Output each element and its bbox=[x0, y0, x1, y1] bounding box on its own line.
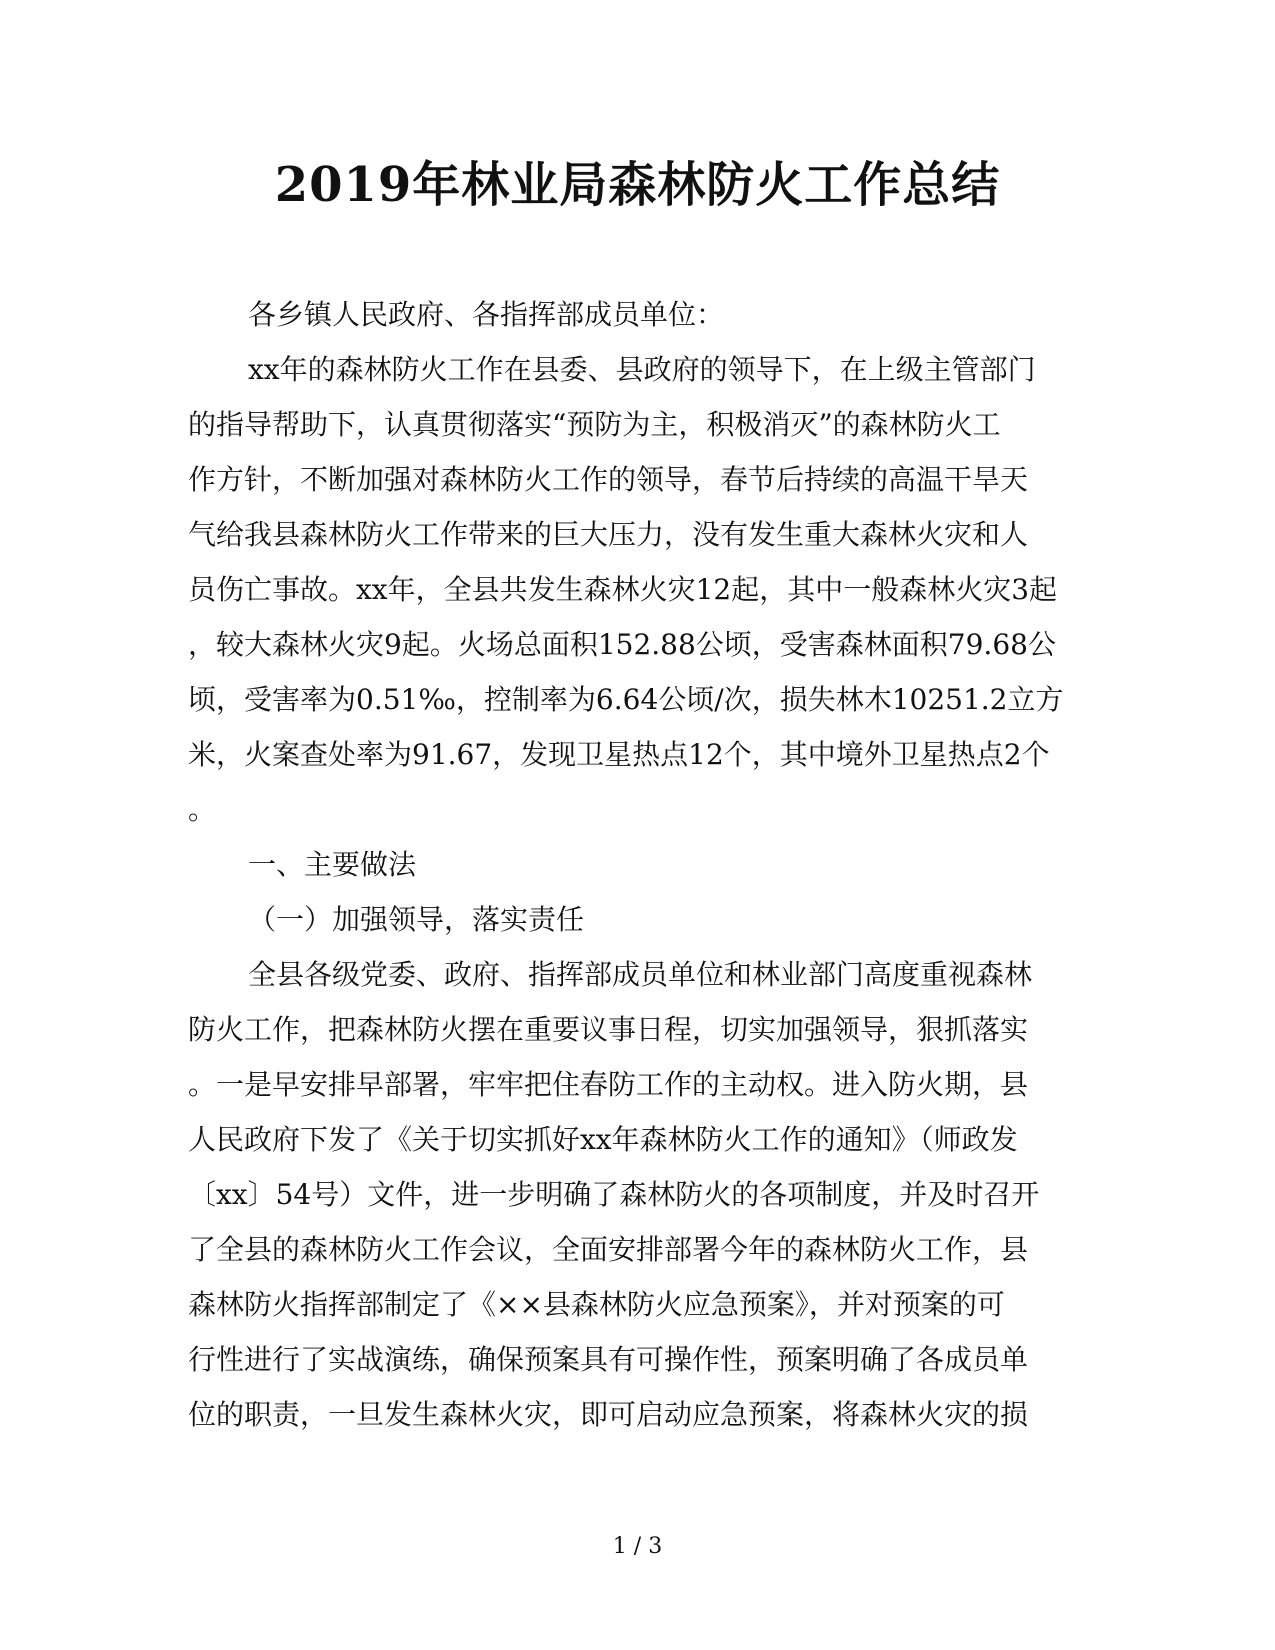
paragraph-line: 位的职责，一旦发生森林火灾，即可启动应急预案，将森林火灾的损 bbox=[188, 1398, 1029, 1431]
paragraph-line: 员伤亡事故。xx年，全县共发生森林火灾12起，其中一般森林火灾3起 bbox=[188, 573, 1058, 606]
paragraph-line: 。 bbox=[188, 793, 217, 826]
paragraph-line: 顷，受害率为0.51‰，控制率为6.64公顷/次，损失林木10251.2立方 bbox=[188, 683, 1064, 716]
paragraph-line: 。一是早安排早部署，牢牢把住春防工作的主动权。进入防火期，县 bbox=[188, 1068, 1029, 1101]
salutation-line: 各乡镇人民政府、各指挥部成员单位： bbox=[248, 298, 725, 331]
paragraph-line: ，较大森林火灾9起。火场总面积152.88公顷，受害森林面积79.68公 bbox=[188, 628, 1056, 661]
paragraph-line: 全县各级党委、政府、指挥部成员单位和林业部门高度重视森林 bbox=[248, 958, 1033, 991]
paragraph-line: 人民政府下发了《关于切实抓好xx年森林防火工作的通知》（师政发 bbox=[188, 1123, 1018, 1156]
document-title: 2019年林业局森林防火工作总结 bbox=[274, 157, 1001, 213]
paragraph-line: 作方针，不断加强对森林防火工作的领导，春节后持续的高温干旱天 bbox=[188, 463, 1029, 496]
paragraph-line: 防火工作，把森林防火摆在重要议事日程，切实加强领导，狠抓落实 bbox=[188, 1013, 1029, 1046]
paragraph-line: 行性进行了实战演练，确保预案具有可操作性，预案明确了各成员单 bbox=[188, 1343, 1029, 1376]
paragraph-line: xx年的森林防火工作在县委、县政府的领导下，在上级主管部门 bbox=[248, 353, 1036, 386]
paragraph-line: 森林防火指挥部制定了《××县森林防火应急预案》，并对预案的可 bbox=[188, 1288, 1005, 1321]
paragraph-line: 的指导帮助下，认真贯彻落实“预防为主，积极消灭”的森林防火工 bbox=[188, 408, 1001, 441]
paragraph-line: 米，火案查处率为91.67，发现卫星热点12个，其中境外卫星热点2个 bbox=[188, 738, 1050, 771]
paragraph-line: 了全县的森林防火工作会议，全面安排部署今年的森林防火工作，县 bbox=[188, 1233, 1029, 1266]
paragraph-line: 〔xx〕54号）文件，进一步明确了森林防火的各项制度，并及时召开 bbox=[188, 1178, 1040, 1211]
paragraph-line: 气给我县森林防火工作带来的巨大压力，没有发生重大森林火灾和人 bbox=[188, 518, 1029, 551]
subsection-heading: （一）加强领导，落实责任 bbox=[248, 903, 585, 936]
section-heading: 一、主要做法 bbox=[248, 848, 417, 881]
document-body bbox=[188, 287, 1088, 1442]
page-number: 1 / 3 bbox=[612, 1534, 663, 1559]
